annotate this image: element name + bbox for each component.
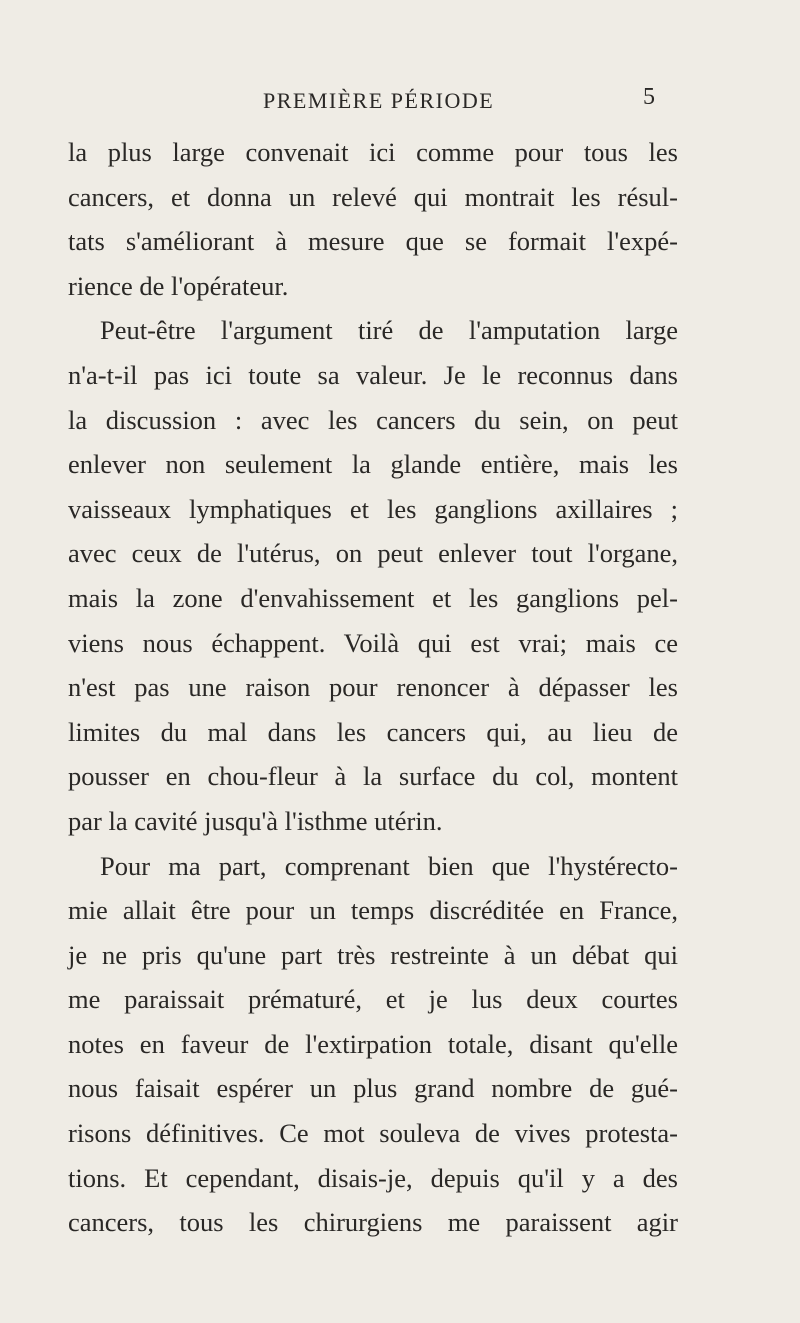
text-line: cancers, tous les chirurgiens me paraissent agir xyxy=(68,1207,678,1238)
text-line: par la cavité jusqu'à l'isthme utérin. xyxy=(68,805,443,836)
text-line: limites du mal dans les cancers qui, au lieu de xyxy=(68,716,678,747)
text-line: viens nous échappent. Voilà qui est vrai; mais ce xyxy=(68,627,678,658)
body-text xyxy=(68,130,678,1245)
page-header xyxy=(0,84,800,118)
text-line: Pour ma part, comprenant bien que l'hystérecto- xyxy=(100,850,678,881)
text-line: la plus large convenait ici comme pour tous les xyxy=(68,137,678,167)
text-line: mais la zone d'envahissement et les ganglions pel- xyxy=(68,582,678,613)
text-line: pousser en chou-fleur à la surface du col, montent xyxy=(68,761,678,792)
text-line: n'a-t-il pas ici toute sa valeur. Je le reconnus dans xyxy=(68,359,678,390)
text-line: je ne pris qu'une part très restreinte à un débat qui xyxy=(68,939,678,970)
text-line: risons définitives. Ce mot souleva de vives protesta- xyxy=(68,1118,678,1149)
text-line: mie allait être pour un temps discréditée en France, xyxy=(68,895,678,926)
text-line: avec ceux de l'utérus, on peut enlever tout l'organe, xyxy=(68,538,678,569)
text-line: Peut-être l'argument tiré de l'amputation large xyxy=(100,315,678,346)
text-line: nous faisait espérer un plus grand nombre de gué- xyxy=(68,1073,678,1104)
page-number: 5 xyxy=(643,84,655,110)
text-line: vaisseaux lymphatiques et les ganglions axillaires ; xyxy=(68,493,678,524)
text-line: rience de l'opérateur. xyxy=(68,270,289,301)
text-line: tats s'améliorant à mesure que se formait l'expé- xyxy=(68,226,678,257)
text-line: n'est pas une raison pour renoncer à dépasser les xyxy=(68,672,678,703)
text-line: me paraissait prématuré, et je lus deux courtes xyxy=(68,984,678,1015)
text-line: tions. Et cependant, disais-je, depuis qu'il y a des xyxy=(68,1162,678,1193)
text-line: cancers, et donna un relevé qui montrait les résul- xyxy=(68,181,678,212)
running-title: PREMIÈRE PÉRIODE xyxy=(263,88,495,113)
text-line: la discussion : avec les cancers du sein, on peut xyxy=(68,404,678,435)
text-line: notes en faveur de l'extirpation totale, disant qu'elle xyxy=(68,1028,678,1059)
text-line: enlever non seulement la glande entière, mais les xyxy=(68,449,678,480)
